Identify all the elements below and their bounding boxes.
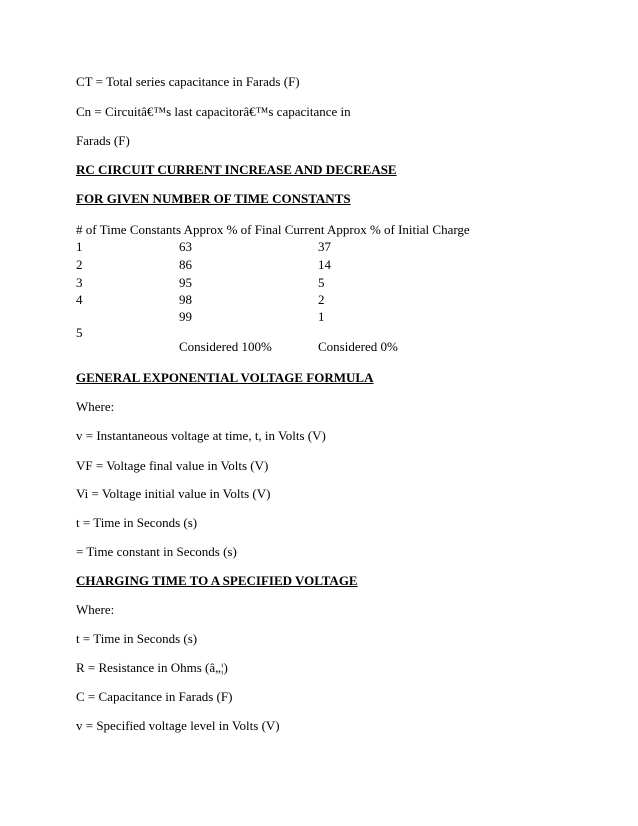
final-current-cell: 63 [179,239,192,254]
final-current-cell: 95 [179,275,192,290]
initial-charge-cell: 37 [318,239,331,254]
initial-charge-cell: Considered 0% [318,339,398,354]
initial-charge-cell: 14 [318,257,331,272]
where-label: Where: [76,399,115,414]
time-constants-cell: 1 [76,239,83,254]
time-constants-cell: 3 [76,275,83,290]
final-current-cell: 99 [179,309,192,324]
definition-item: t = Time in Seconds (s) [76,515,198,530]
rc-heading-line-1: RC CIRCUIT CURRENT INCREASE AND DECREASE [76,162,397,177]
time-constants-cell: 2 [76,257,83,272]
definition-item: Vi = Voltage initial value in Volts (V) [76,486,271,501]
definition-item: VF = Voltage final value in Volts (V) [76,458,269,473]
initial-charge-cell: 5 [318,275,325,290]
cn-definition: Cn = Circuitâ€™s last capacitorâ€™s capacitance in [76,104,351,119]
charging-time-heading: CHARGING TIME TO A SPECIFIED VOLTAGE [76,573,358,588]
definition-item: C = Capacitance in Farads (F) [76,689,233,704]
definition-item: v = Specified voltage level in Volts (V) [76,718,280,733]
definition-item: R = Resistance in Ohms (â„¦) [76,660,228,675]
exponential-formula-heading: GENERAL EXPONENTIAL VOLTAGE FORMULA [76,370,374,385]
final-current-cell: Considered 100% [179,339,272,354]
where-label: Where: [76,602,115,617]
time-constants-cell: 4 [76,292,83,307]
initial-charge-cell: 2 [318,292,325,307]
final-current-cell: 98 [179,292,192,307]
final-current-cell: 86 [179,257,192,272]
cn-definition-units: Farads (F) [76,133,130,148]
definition-item: = Time constant in Seconds (s) [76,544,237,559]
initial-charge-cell: 1 [318,309,325,324]
time-constants-cell: 5 [76,325,83,340]
table-header: # of Time Constants Approx % of Final Current Approx % of Initial Charge [76,222,470,237]
rc-heading-line-2: FOR GIVEN NUMBER OF TIME CONSTANTS [76,191,351,206]
ct-definition: CT = Total series capacitance in Farads (F) [76,74,300,89]
definition-item: v = Instantaneous voltage at time, t, in Volts (V) [76,428,326,443]
definition-item: t = Time in Seconds (s) [76,631,198,646]
